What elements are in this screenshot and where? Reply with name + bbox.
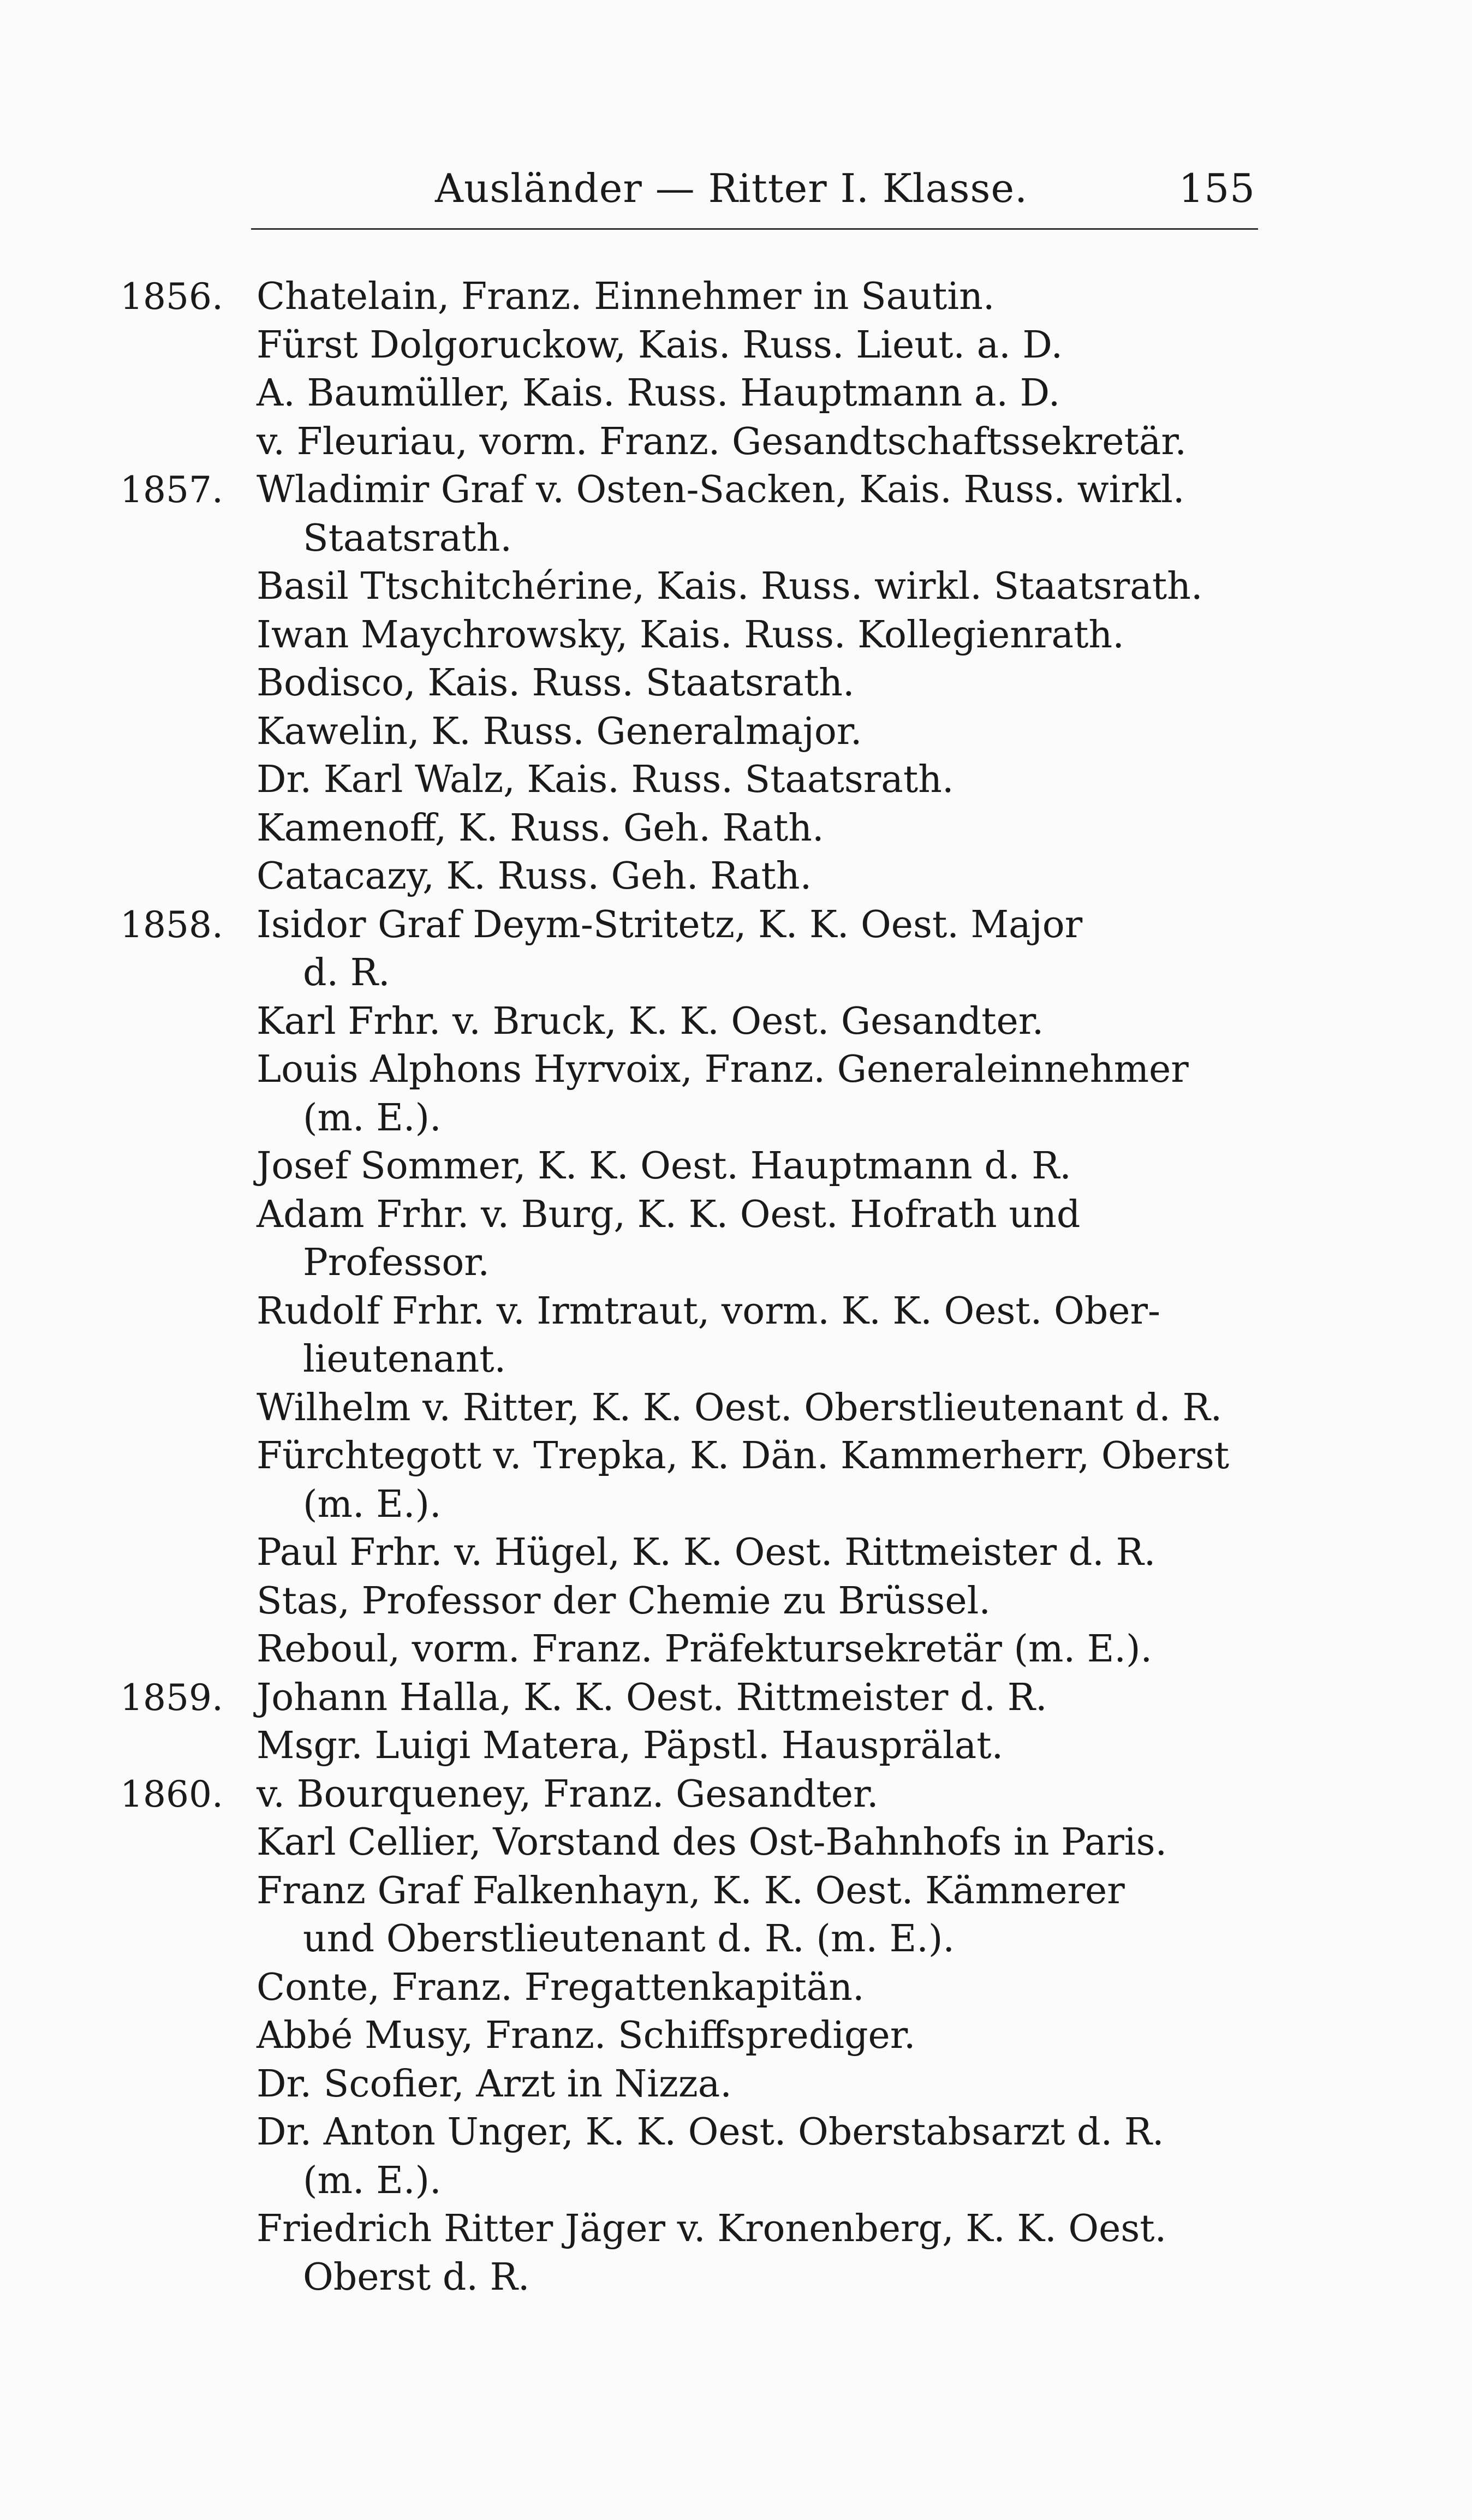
list-item: [120, 563, 1266, 611]
entry-continuation: und Oberstlieutenant d. R. (m. E.).: [303, 1917, 955, 1961]
list-item: [120, 273, 1266, 321]
entry-text: Kamenoff, K. Russ. Geh. Rath.: [257, 806, 824, 850]
entry-text: v. Fleuriau, vorm. Franz. Gesandtschaftssekretär.: [257, 420, 1187, 463]
entry-text: Fürst Dolgoruckow, Kais. Russ. Lieut. a. D.: [257, 323, 1063, 367]
list-item: [120, 708, 1266, 756]
entry-year: 1859.: [120, 1676, 223, 1719]
list-item: [120, 1432, 1266, 1529]
entry-text: v. Bourqueney, Franz. Gesandter.: [257, 1772, 879, 1816]
entry-year: 1856.: [120, 276, 223, 318]
running-title: Ausländer — Ritter I. Klasse.: [435, 165, 1028, 211]
entry-text: Johann Halla, K. K. Oest. Rittmeister d. R.: [257, 1676, 1047, 1719]
entry-year: 1858.: [120, 903, 223, 946]
list-item: [120, 418, 1266, 467]
entry-text: Louis Alphons Hyrvoix, Franz. Generaleinnehmer: [257, 1048, 1189, 1091]
entry-text: Franz Graf Falkenhayn, K. K. Oest. Kämmerer: [257, 1869, 1125, 1913]
entry-text: Stas, Professor der Chemie zu Brüssel.: [257, 1579, 991, 1623]
entry-text: Fürchtegott v. Trepka, K. Dän. Kammerherr, Oberst: [257, 1434, 1230, 1478]
list-item: [120, 853, 1266, 901]
entry-continuation: d. R.: [303, 951, 390, 994]
list-item: [120, 1867, 1266, 1964]
list-item: [120, 611, 1266, 660]
list-item: [120, 1771, 1266, 1819]
list-item: [120, 1046, 1266, 1142]
list-item: [120, 1819, 1266, 1867]
entry-text: Wilhelm v. Ritter, K. K. Oest. Oberstlieutenant d. R.: [257, 1386, 1223, 1429]
entry-text: Kawelin, K. Russ. Generalmajor.: [257, 710, 862, 753]
entry-continuation: Staatsrath.: [303, 516, 512, 560]
entry-text: Wladimir Graf v. Osten-Sacken, Kais. Russ. wirkl.: [257, 468, 1185, 511]
entry-text: Dr. Scofier, Arzt in Nizza.: [257, 2062, 732, 2106]
entry-text: Friedrich Ritter Jäger v. Kronenberg, K. K. Oest.: [257, 2207, 1167, 2250]
list-item: [120, 1384, 1266, 1433]
list-item: [120, 1142, 1266, 1191]
header-rule: [251, 228, 1258, 230]
list-item: [120, 756, 1266, 805]
entry-year: 1857.: [120, 469, 223, 511]
entry-text: Bodisco, Kais. Russ. Staatsrath.: [257, 662, 855, 705]
list-item: [120, 370, 1266, 418]
entry-text: Basil Ttschitchérine, Kais. Russ. wirkl. Staatsrath.: [257, 565, 1203, 608]
entry-text: Paul Frhr. v. Hügel, K. K. Oest. Rittmeister d. R.: [257, 1531, 1156, 1574]
entry-continuation: (m. E.).: [303, 1482, 442, 1526]
entry-text: Adam Frhr. v. Burg, K. K. Oest. Hofrath und: [257, 1193, 1081, 1236]
list-item: [120, 321, 1266, 370]
entry-text: Conte, Franz. Fregattenkapitän.: [257, 1965, 865, 2009]
entry-text: Reboul, vorm. Franz. Präfektursekretär (m. E.).: [257, 1628, 1153, 1671]
list-item: [120, 998, 1266, 1046]
list-item: [120, 1191, 1266, 1288]
entry-continuation: (m. E.).: [303, 1096, 442, 1140]
entry-continuation: Oberst d. R.: [303, 2255, 530, 2299]
entry-text: A. Baumüller, Kais. Russ. Hauptmann a. D.: [257, 372, 1060, 415]
list-item: [120, 2205, 1266, 2302]
list-item: [120, 1288, 1266, 1384]
entry-year: 1860.: [120, 1773, 223, 1815]
entry-text: Iwan Maychrowsky, Kais. Russ. Kollegienrath.: [257, 613, 1124, 657]
list-item: [120, 2060, 1266, 2109]
entry-text: Karl Frhr. v. Bruck, K. K. Oest. Gesandter.: [257, 999, 1044, 1043]
entry-continuation: (m. E.).: [303, 2159, 442, 2202]
list-item: [120, 1674, 1266, 1723]
list-item: [120, 1577, 1266, 1626]
list-item: [120, 466, 1266, 563]
entry-text: Dr. Karl Walz, Kais. Russ. Staatsrath.: [257, 758, 954, 801]
running-header: [218, 156, 1255, 221]
list-item: [120, 659, 1266, 708]
entry-text: Josef Sommer, K. K. Oest. Hauptmann d. R.: [257, 1145, 1071, 1188]
page-number: 155: [1178, 165, 1255, 211]
entry-continuation: Professor.: [303, 1241, 490, 1284]
entry-text: Dr. Anton Unger, K. K. Oest. Oberstabsarzt d. R.: [257, 2111, 1164, 2154]
list-item: [120, 1722, 1266, 1771]
list-item: [120, 1964, 1266, 2012]
entry-text: Abbé Musy, Franz. Schiffsprediger.: [257, 2014, 916, 2057]
entry-text: Chatelain, Franz. Einnehmer in Sautin.: [257, 275, 995, 318]
entry-text: Catacazy, K. Russ. Geh. Rath.: [257, 855, 812, 898]
entry-text: Isidor Graf Deym-Stritetz, K. K. Oest. Major: [257, 903, 1083, 946]
entry-text: Karl Cellier, Vorstand des Ost-Bahnhofs in Paris.: [257, 1821, 1167, 1864]
list-item: [120, 1625, 1266, 1674]
list-item: [120, 2108, 1266, 2205]
list-item: [120, 805, 1266, 853]
entry-continuation: lieutenant.: [303, 1338, 506, 1381]
entry-text: Msgr. Luigi Matera, Päpstl. Hausprälat.: [257, 1724, 1004, 1767]
list-item: [120, 2012, 1266, 2060]
entry-list: [120, 273, 1266, 2302]
entry-text: Rudolf Frhr. v. Irmtraut, vorm. K. K. Oest. Ober-: [257, 1289, 1160, 1333]
list-item: [120, 901, 1266, 998]
list-item: [120, 1529, 1266, 1577]
